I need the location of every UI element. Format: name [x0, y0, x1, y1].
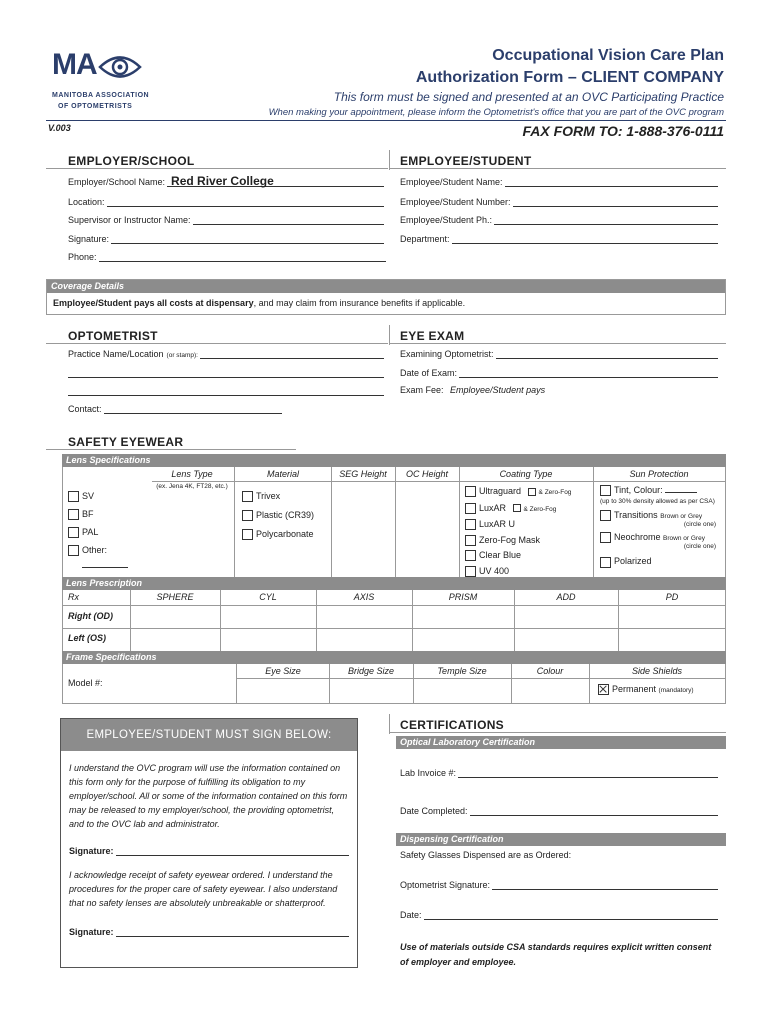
rx-bar: Lens Prescription	[62, 577, 726, 590]
eye-exam-heading-line	[390, 343, 726, 344]
col-header-line	[152, 481, 726, 482]
sign-signature-line-2[interactable]	[116, 926, 349, 937]
rx-col-cyl: CYL	[259, 592, 277, 602]
rx-vline-2	[220, 590, 221, 651]
lab-invoice-field[interactable]	[400, 767, 718, 778]
col-sun: Sun Protection	[629, 469, 689, 479]
logo-sub-line2: OF OPTOMETRISTS	[58, 103, 133, 110]
practice-line-2[interactable]	[68, 377, 384, 378]
practice-note: (or stamp):	[166, 352, 198, 359]
sv-label: SV	[82, 491, 95, 501]
col-oc-height: OC Height	[405, 469, 449, 479]
frame-vline-2	[329, 664, 330, 704]
bf-label: BF	[82, 509, 94, 519]
zerofog-mask-label: Zero-Fog Mask	[479, 534, 541, 545]
trivex-checkbox[interactable]	[242, 491, 253, 502]
practice-label: Practice Name/Location	[68, 349, 164, 359]
employer-phone-field[interactable]	[68, 251, 386, 262]
ultraguard-label: Ultraguard	[479, 486, 522, 496]
frame-vline-5	[589, 664, 590, 704]
permanent-checkbox[interactable]	[598, 684, 609, 695]
lens-spec-bar: Lens Specifications	[62, 454, 726, 467]
pal-label: PAL	[82, 527, 99, 537]
col-material: Material	[266, 469, 299, 479]
sign-signature-label-2: Signature:	[69, 927, 114, 937]
other-line[interactable]	[82, 567, 128, 568]
rx-line-1	[62, 605, 726, 606]
sun-polarized[interactable]	[600, 556, 722, 567]
employer-heading-line	[46, 168, 388, 169]
employee-heading-line	[390, 168, 726, 169]
luxar-zerofog-checkbox[interactable]	[513, 504, 521, 512]
employee-number-field[interactable]	[400, 196, 718, 207]
section-divider-2	[389, 325, 390, 345]
coating-zerofog-mask[interactable]	[465, 533, 571, 549]
rx-right-label: Right (OD)	[68, 611, 113, 621]
rx-left-label: Left (OS)	[68, 633, 106, 643]
other-checkbox[interactable]	[68, 545, 79, 556]
employer-signature-field[interactable]	[68, 233, 384, 244]
frame-vline-4	[511, 664, 512, 704]
employee-phone-label: Employee/Student Ph.:	[400, 215, 493, 225]
rx-col-prism: PRISM	[448, 592, 478, 602]
rx-vline-3	[316, 590, 317, 651]
coating-list	[465, 484, 571, 579]
neochrome-colors: Brown or Grey	[663, 535, 705, 543]
trivex-label: Trivex	[256, 491, 281, 501]
cert-date-field[interactable]	[400, 909, 718, 920]
frame-col-bridge: Bridge Size	[347, 666, 395, 676]
polarized-label: Polarized	[614, 556, 652, 567]
transitions-circle-note: (circle one)	[683, 521, 716, 529]
coating-ultraguard[interactable]	[465, 484, 571, 501]
rx-col-sphere: SPHERE	[156, 592, 194, 602]
certifications-heading-line	[390, 732, 726, 733]
clear-blue-label: Clear Blue	[479, 550, 522, 560]
optometrist-heading: OPTOMETRIST	[68, 329, 158, 343]
lab-invoice-label: Lab Invoice #:	[400, 768, 457, 778]
rx-line-2	[62, 628, 726, 629]
practice-field[interactable]	[68, 348, 384, 359]
employer-name-label: Employer/School Name:	[68, 177, 166, 187]
sign-signature-label-1: Signature:	[69, 846, 114, 856]
coverage-box	[46, 279, 726, 315]
vline-1	[234, 467, 235, 577]
neochrome-circle-note: (circle one)	[683, 543, 716, 551]
date-completed-label: Date Completed:	[400, 806, 468, 816]
fax-number: FAX FORM TO: 1-888-376-0111	[522, 123, 724, 139]
sign-title: EMPLOYEE/STUDENT MUST SIGN BELOW:	[61, 719, 357, 751]
exam-date-field[interactable]	[400, 367, 718, 378]
exam-fee-value: Employee/Student pays	[450, 385, 546, 395]
contact-line[interactable]	[104, 403, 282, 414]
employer-name-field[interactable]	[68, 176, 384, 187]
transitions-label: Transitions	[614, 510, 658, 521]
vline-3	[395, 467, 396, 577]
employee-phone-line[interactable]	[494, 214, 718, 225]
uv400-label: UV 400	[479, 565, 510, 576]
sv-checkbox[interactable]	[68, 491, 79, 502]
frame-bar: Frame Specifications	[62, 651, 726, 664]
frame-col-eye: Eye Size	[265, 666, 301, 676]
sign-signature-field-1[interactable]	[69, 845, 349, 856]
employee-sign-box	[60, 718, 358, 968]
material-list	[242, 487, 314, 544]
lab-invoice-line[interactable]	[458, 767, 718, 778]
form-title-line1: Occupational Vision Care Plan	[492, 47, 724, 64]
examining-line[interactable]	[496, 348, 718, 359]
supervisor-label: Supervisor or Instructor Name:	[68, 215, 191, 225]
bf-checkbox[interactable]	[68, 509, 79, 520]
other-label: Other:	[82, 545, 108, 555]
exam-fee	[400, 385, 545, 395]
check-x-icon	[599, 685, 608, 694]
opt-signature-line[interactable]	[492, 879, 718, 890]
employee-phone-field[interactable]	[400, 214, 718, 225]
mandatory-note: (mandatory)	[658, 687, 694, 694]
contact-label: Contact:	[68, 404, 102, 414]
tint-checkbox[interactable]	[600, 485, 611, 496]
contact-field[interactable]	[68, 403, 282, 414]
lens-type-other[interactable]	[68, 541, 107, 559]
pal-checkbox[interactable]	[68, 527, 79, 538]
exam-date-label: Date of Exam:	[400, 368, 458, 378]
date-completed-field[interactable]	[400, 805, 718, 816]
employee-number-line[interactable]	[513, 196, 718, 207]
transitions-colors: Brown or Grey	[660, 513, 703, 521]
employee-heading: EMPLOYEE/STUDENT	[400, 154, 532, 168]
sun-neochrome[interactable]	[600, 532, 722, 543]
rx-col-pd: PD	[665, 592, 679, 602]
frame-vline-1	[236, 664, 237, 704]
vline-5	[593, 467, 594, 577]
employer-signature-label: Signature:	[68, 234, 110, 244]
form-instruction: When making your appointment, please inform the Optometrist's office that you are part of the OVC program	[268, 107, 724, 118]
frame-vline-3	[413, 664, 414, 704]
rx-col-add: ADD	[556, 592, 576, 602]
rx-vline-5	[514, 590, 515, 651]
lens-type-bf[interactable]	[68, 505, 107, 523]
sign-para-2: I acknowledge receipt of safety eyewear ordered. I understand the procedures for the proper care of safety eyewear. I also understand that no safety lenses are absolutely unbreakable or shatterproof.	[69, 870, 338, 908]
supervisor-line[interactable]	[193, 214, 384, 225]
examining-label: Examining Optometrist:	[400, 349, 494, 359]
ultraguard-zerofog-label: & Zero-Fog	[538, 489, 572, 496]
practice-line-3[interactable]	[68, 395, 384, 396]
neochrome-label: Neochrome	[614, 532, 661, 543]
coating-clear-blue[interactable]	[465, 548, 571, 564]
employee-name-label: Employee/Student Name:	[400, 177, 503, 187]
safety-heading: SAFETY EYEWEAR	[68, 435, 184, 449]
csa-footer-note: Use of materials outside CSA standards requires explicit written consent of employer and employee.	[400, 942, 712, 967]
luxar-u-label: LuxAR U	[479, 519, 516, 529]
lens-type-pal[interactable]	[68, 523, 107, 541]
material-plastic[interactable]	[242, 506, 314, 525]
material-trivex[interactable]	[242, 487, 314, 506]
version-label: V.003	[48, 123, 71, 133]
col-seg-height: SEG Height	[339, 469, 387, 479]
employer-name-value[interactable]: Red River College	[167, 176, 384, 187]
sun-tint[interactable]	[600, 485, 722, 496]
department-line[interactable]	[452, 233, 718, 244]
employer-phone-label: Phone:	[68, 252, 97, 262]
frame-col-shields: Side Shields	[631, 666, 683, 676]
tint-label: Tint, Colour:	[614, 485, 663, 495]
coverage-rest: , and may claim from insurance benefits if applicable.	[253, 298, 466, 308]
permanent-label: Permanent	[612, 684, 657, 694]
dispensing-cert-bar: Dispensing Certification	[396, 833, 726, 846]
coverage-bold: Employee/Student pays all costs at dispensary	[53, 298, 254, 308]
tint-line[interactable]	[665, 492, 697, 493]
employer-heading: EMPLOYER/SCHOOL	[68, 154, 195, 168]
form-subtitle: This form must be signed and presented at an OVC Participating Practice	[333, 90, 724, 104]
practice-line[interactable]	[200, 348, 384, 359]
luxar-u-checkbox[interactable]	[465, 519, 476, 530]
exam-fee-label: Exam Fee:	[400, 385, 444, 395]
plastic-checkbox[interactable]	[242, 510, 253, 521]
polycarbonate-checkbox[interactable]	[242, 529, 253, 540]
rx-vline-1	[130, 590, 131, 651]
rx-col-rx: Rx	[68, 592, 79, 602]
eye-exam-heading: EYE EXAM	[400, 329, 465, 343]
rx-vline-6	[618, 590, 619, 651]
cert-divider	[389, 714, 390, 734]
department-label: Department:	[400, 234, 450, 244]
sun-transitions[interactable]	[600, 510, 722, 521]
lens-type-sv[interactable]	[68, 487, 107, 505]
ultraguard-checkbox[interactable]	[465, 486, 476, 497]
ultraguard-zerofog-checkbox[interactable]	[528, 488, 536, 496]
logo-letters: MA	[52, 48, 97, 81]
luxar-label: LuxAR	[479, 502, 507, 513]
certifications-heading: CERTIFICATIONS	[400, 718, 504, 732]
coating-luxar[interactable]	[465, 501, 571, 518]
clear-blue-checkbox[interactable]	[465, 550, 476, 561]
rx-col-axis: AXIS	[353, 592, 375, 602]
location-field[interactable]	[68, 196, 384, 207]
zerofog-mask-checkbox[interactable]	[465, 535, 476, 546]
cert-date-label: Date:	[400, 910, 422, 920]
frame-line	[236, 678, 726, 679]
luxar-checkbox[interactable]	[465, 503, 476, 514]
transitions-checkbox[interactable]	[600, 510, 611, 521]
form-title-line2: Authorization Form – CLIENT COMPANY	[415, 69, 724, 86]
vline-2	[331, 467, 332, 577]
section-divider	[389, 150, 390, 170]
lens-type-note: (ex. Jena 4K, FT28, etc.)	[156, 483, 228, 490]
model-label: Model #:	[68, 678, 103, 688]
uv400-checkbox[interactable]	[465, 566, 476, 577]
polycarbonate-label: Polycarbonate	[256, 529, 314, 539]
header-divider	[46, 120, 726, 121]
lab-cert-bar: Optical Laboratory Certification	[396, 736, 726, 749]
col-coating: Coating Type	[499, 469, 553, 479]
optometrist-heading-line	[46, 343, 388, 344]
col-lens-type: Lens Type	[171, 469, 213, 479]
exam-date-line[interactable]	[459, 367, 718, 378]
frame-col-colour: Colour	[536, 666, 564, 676]
sign-para-1: I understand the OVC program will use the information contained on this form only for the purpose of fulfilling its obligation to my employer/school. All or some of the information contained on this form may be released to my employer/school, the providing optometrist, and to the OVC lab and administrator.	[69, 763, 348, 829]
department-field[interactable]	[400, 233, 718, 244]
sun-protection	[600, 485, 722, 568]
employee-name-line[interactable]	[505, 176, 718, 187]
frame-col-temple: Temple Size	[437, 666, 487, 676]
sign-signature-field-2[interactable]	[69, 926, 349, 937]
safety-heading-line	[46, 449, 296, 450]
employee-number-label: Employee/Student Number:	[400, 197, 511, 207]
opt-signature-label: Optometrist Signature:	[400, 880, 491, 890]
employer-phone-line[interactable]	[99, 251, 386, 262]
employer-signature-line[interactable]	[111, 233, 384, 244]
side-shield-permanent[interactable]	[598, 684, 694, 695]
vline-4	[459, 467, 460, 577]
rx-vline-4	[412, 590, 413, 651]
employee-name-field[interactable]	[400, 176, 718, 187]
plastic-label: Plastic (CR39)	[256, 510, 315, 520]
lens-type-list	[68, 487, 107, 559]
dispensed-text: Safety Glasses Dispensed are as Ordered:	[400, 850, 572, 860]
polarized-checkbox[interactable]	[600, 557, 611, 568]
supervisor-field[interactable]	[68, 214, 384, 225]
luxar-zerofog-label: & Zero-Fog	[523, 505, 557, 513]
coating-luxar-u[interactable]	[465, 517, 571, 533]
material-polycarbonate[interactable]	[242, 525, 314, 544]
neochrome-checkbox[interactable]	[600, 532, 611, 543]
examining-field[interactable]	[400, 348, 718, 359]
opt-signature-field[interactable]	[400, 879, 718, 890]
tint-note: (up to 30% density allowed as per CSA)	[600, 498, 715, 506]
cert-date-line[interactable]	[424, 909, 718, 920]
coverage-text	[47, 293, 725, 313]
coverage-bar: Coverage Details	[47, 280, 725, 293]
sign-signature-line-1[interactable]	[116, 845, 349, 856]
logo-subtitle	[52, 90, 149, 112]
location-line[interactable]	[107, 196, 384, 207]
eye-logo-icon	[98, 50, 142, 84]
location-label: Location:	[68, 197, 105, 207]
date-completed-line[interactable]	[470, 805, 718, 816]
logo-sub-line1: MANITOBA ASSOCIATION	[52, 92, 150, 99]
